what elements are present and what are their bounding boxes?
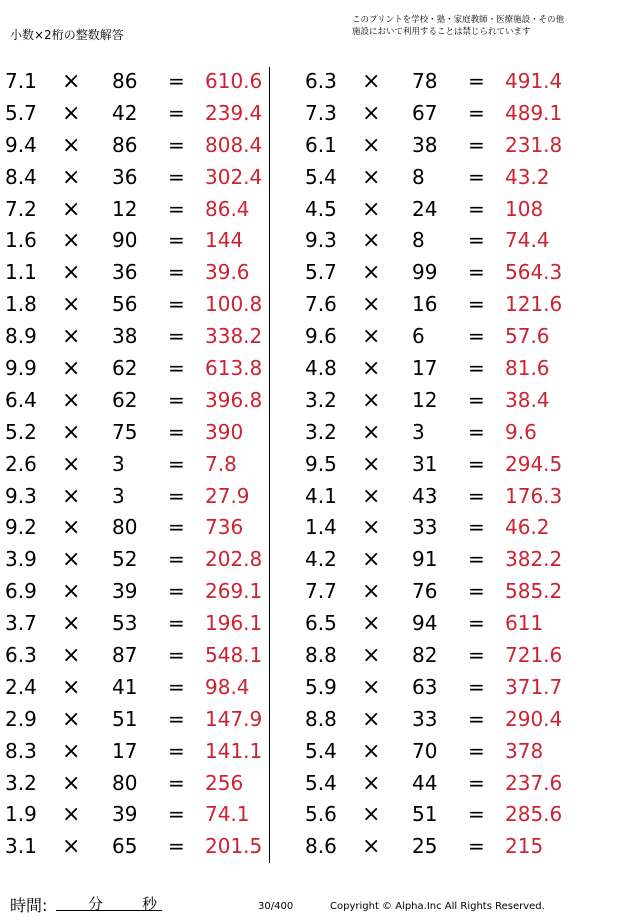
multiplier: 38 xyxy=(412,132,438,157)
multiplicand: 1.9 xyxy=(5,802,37,827)
multiplicand: 1.6 xyxy=(5,228,37,253)
multiplier: 65 xyxy=(112,834,138,859)
equals-sign: = xyxy=(468,674,485,699)
equals-sign: = xyxy=(168,483,185,508)
multiplicand: 6.4 xyxy=(5,387,37,412)
multiplicand: 3.7 xyxy=(5,611,37,636)
times-sign: × xyxy=(362,834,381,860)
equals-sign: = xyxy=(468,770,485,795)
copyright-notice: Copyright © Alpha.Inc All Rights Reserved. xyxy=(330,901,545,912)
answer: 39.6 xyxy=(205,260,250,285)
multiplicand: 9.6 xyxy=(305,324,337,349)
answer: 196.1 xyxy=(205,611,263,636)
equals-sign: = xyxy=(468,260,485,285)
multiplier: 36 xyxy=(112,164,138,189)
multiplier: 51 xyxy=(412,802,438,827)
multiplicand: 1.1 xyxy=(5,260,37,285)
multiplier: 78 xyxy=(412,69,438,93)
multiplier: 62 xyxy=(112,387,138,412)
equals-sign: = xyxy=(168,419,185,444)
answer: 121.6 xyxy=(505,292,563,317)
notice-line-2: 施設において利用することは禁じられています xyxy=(352,27,531,37)
multiplier: 94 xyxy=(412,611,438,636)
times-sign: × xyxy=(62,292,81,318)
answer: 585.2 xyxy=(505,579,563,604)
answer: 294.5 xyxy=(505,451,563,476)
times-sign: × xyxy=(362,419,381,445)
equals-sign: = xyxy=(168,292,185,317)
answer: 7.8 xyxy=(205,451,237,476)
page-number: 30/400 xyxy=(258,901,294,912)
multiplier: 17 xyxy=(112,738,138,763)
times-sign: × xyxy=(62,674,81,700)
multiplier: 86 xyxy=(112,69,138,93)
equals-sign: = xyxy=(168,132,185,157)
answer: 201.5 xyxy=(205,834,263,859)
times-sign: × xyxy=(62,132,81,158)
answer: 237.6 xyxy=(505,770,563,795)
answer: 721.6 xyxy=(505,643,563,668)
equals-sign: = xyxy=(168,643,185,668)
equals-sign: = xyxy=(168,834,185,859)
multiplicand: 7.1 xyxy=(5,69,37,93)
answer: 100.8 xyxy=(205,292,263,317)
multiplicand: 6.1 xyxy=(305,132,337,157)
times-sign: × xyxy=(62,228,81,254)
times-sign: × xyxy=(362,770,381,796)
multiplicand: 5.4 xyxy=(305,738,337,763)
multiplier: 3 xyxy=(112,451,125,476)
times-sign: × xyxy=(362,164,381,190)
seconds-label: 秒 xyxy=(142,895,158,913)
multiplier: 8 xyxy=(412,228,425,253)
answer: 489.1 xyxy=(505,100,563,125)
answer: 378 xyxy=(505,738,544,763)
times-sign: × xyxy=(62,69,81,94)
page-title: 小数×2桁の整数解答 xyxy=(10,28,124,42)
times-sign: × xyxy=(62,356,81,382)
multiplicand: 5.6 xyxy=(305,802,337,827)
equals-sign: = xyxy=(468,706,485,731)
times-sign: × xyxy=(362,579,381,605)
multiplicand: 6.9 xyxy=(5,579,37,604)
multiplicand: 5.9 xyxy=(305,674,337,699)
multiplier: 16 xyxy=(412,292,438,317)
equals-sign: = xyxy=(468,834,485,859)
multiplicand: 9.2 xyxy=(5,515,37,540)
equals-sign: = xyxy=(168,579,185,604)
answer: 147.9 xyxy=(205,706,263,731)
answer: 290.4 xyxy=(505,706,563,731)
times-sign: × xyxy=(62,419,81,445)
equals-sign: = xyxy=(168,387,185,412)
minutes-label: 分 xyxy=(88,895,104,913)
multiplier: 86 xyxy=(112,132,138,157)
times-sign: × xyxy=(62,770,81,796)
multiplier: 33 xyxy=(412,515,438,540)
times-sign: × xyxy=(62,387,81,413)
times-sign: × xyxy=(62,164,81,190)
multiplicand: 2.6 xyxy=(5,451,37,476)
equals-sign: = xyxy=(168,706,185,731)
answer: 74.4 xyxy=(505,228,550,253)
multiplier: 38 xyxy=(112,324,138,349)
multiplier: 70 xyxy=(412,738,438,763)
equals-sign: = xyxy=(468,611,485,636)
equals-sign: = xyxy=(468,483,485,508)
times-sign: × xyxy=(362,69,381,94)
times-sign: × xyxy=(362,643,381,669)
multiplicand: 5.7 xyxy=(305,260,337,285)
multiplier: 75 xyxy=(112,419,138,444)
answer: 38.4 xyxy=(505,387,550,412)
equals-sign: = xyxy=(468,643,485,668)
multiplier: 36 xyxy=(112,260,138,285)
multiplier: 39 xyxy=(112,802,138,827)
equals-sign: = xyxy=(468,547,485,572)
multiplicand: 8.6 xyxy=(305,834,337,859)
multiplicand: 4.8 xyxy=(305,356,337,381)
equals-sign: = xyxy=(168,164,185,189)
answer: 610.6 xyxy=(205,69,263,93)
multiplicand: 4.1 xyxy=(305,483,337,508)
multiplier: 42 xyxy=(112,100,138,125)
equals-sign: = xyxy=(168,451,185,476)
times-sign: × xyxy=(362,706,381,732)
multiplicand: 4.5 xyxy=(305,196,337,221)
multiplicand: 7.6 xyxy=(305,292,337,317)
equals-sign: = xyxy=(468,132,485,157)
times-sign: × xyxy=(362,515,381,541)
usage-notice xyxy=(352,14,612,38)
multiplier: 8 xyxy=(412,164,425,189)
times-sign: × xyxy=(62,324,81,350)
equals-sign: = xyxy=(168,547,185,572)
multiplier: 25 xyxy=(412,834,438,859)
multiplicand: 8.9 xyxy=(5,324,37,349)
multiplier: 87 xyxy=(112,643,138,668)
multiplier: 3 xyxy=(112,483,125,508)
equals-sign: = xyxy=(468,738,485,763)
multiplier: 63 xyxy=(412,674,438,699)
multiplicand: 5.7 xyxy=(5,100,37,125)
times-sign: × xyxy=(62,515,81,541)
answer: 611 xyxy=(505,611,544,636)
times-sign: × xyxy=(362,228,381,254)
answer: 144 xyxy=(205,228,244,253)
times-sign: × xyxy=(362,451,381,477)
equals-sign: = xyxy=(468,69,485,93)
times-sign: × xyxy=(362,324,381,350)
answer: 564.3 xyxy=(505,260,563,285)
multiplier: 76 xyxy=(412,579,438,604)
multiplicand: 7.2 xyxy=(5,196,37,221)
multiplier: 99 xyxy=(412,260,438,285)
answer: 491.4 xyxy=(505,69,563,93)
multiplier: 41 xyxy=(112,674,138,699)
multiplier: 56 xyxy=(112,292,138,317)
column-divider xyxy=(269,67,270,863)
times-sign: × xyxy=(362,387,381,413)
equals-sign: = xyxy=(168,738,185,763)
answer: 46.2 xyxy=(505,515,550,540)
answer: 548.1 xyxy=(205,643,263,668)
multiplicand: 3.2 xyxy=(5,770,37,795)
multiplicand: 8.3 xyxy=(5,738,37,763)
equals-sign: = xyxy=(168,196,185,221)
times-sign: × xyxy=(62,643,81,669)
times-sign: × xyxy=(362,260,381,286)
equals-sign: = xyxy=(468,324,485,349)
times-sign: × xyxy=(62,706,81,732)
answer: 9.6 xyxy=(505,419,537,444)
multiplicand: 8.8 xyxy=(305,706,337,731)
multiplicand: 9.5 xyxy=(305,451,337,476)
equals-sign: = xyxy=(168,515,185,540)
multiplicand: 3.1 xyxy=(5,834,37,859)
multiplicand: 1.4 xyxy=(305,515,337,540)
times-sign: × xyxy=(362,100,381,126)
equals-sign: = xyxy=(468,387,485,412)
answer: 86.4 xyxy=(205,196,250,221)
multiplier: 80 xyxy=(112,770,138,795)
multiplicand: 8.8 xyxy=(305,643,337,668)
times-sign: × xyxy=(62,834,81,860)
equals-sign: = xyxy=(468,228,485,253)
times-sign: × xyxy=(362,738,381,764)
multiplier: 90 xyxy=(112,228,138,253)
times-sign: × xyxy=(362,674,381,700)
answer: 74.1 xyxy=(205,802,250,827)
multiplicand: 5.4 xyxy=(305,770,337,795)
multiplier: 43 xyxy=(412,483,438,508)
answer: 396.8 xyxy=(205,387,263,412)
multiplicand: 3.2 xyxy=(305,419,337,444)
answer: 98.4 xyxy=(205,674,250,699)
multiplicand: 3.2 xyxy=(305,387,337,412)
multiplicand: 7.3 xyxy=(305,100,337,125)
multiplier: 3 xyxy=(412,419,425,444)
answer: 269.1 xyxy=(205,579,263,604)
multiplier: 52 xyxy=(112,547,138,572)
times-sign: × xyxy=(362,292,381,318)
equals-sign: = xyxy=(468,451,485,476)
multiplier: 80 xyxy=(112,515,138,540)
answer: 390 xyxy=(205,419,244,444)
answer: 141.1 xyxy=(205,738,263,763)
times-sign: × xyxy=(62,196,81,222)
times-sign: × xyxy=(62,579,81,605)
equals-sign: = xyxy=(168,770,185,795)
multiplicand: 3.9 xyxy=(5,547,37,572)
multiplier: 62 xyxy=(112,356,138,381)
times-sign: × xyxy=(62,611,81,637)
answer: 371.7 xyxy=(505,674,563,699)
answer: 215 xyxy=(505,834,544,859)
times-sign: × xyxy=(362,802,381,828)
multiplier: 44 xyxy=(412,770,438,795)
multiplier: 82 xyxy=(412,643,438,668)
multiplicand: 7.7 xyxy=(305,579,337,604)
multiplier: 17 xyxy=(412,356,438,381)
times-sign: × xyxy=(62,802,81,828)
equals-sign: = xyxy=(468,164,485,189)
equals-sign: = xyxy=(468,356,485,381)
multiplicand: 5.4 xyxy=(305,164,337,189)
multiplier: 91 xyxy=(412,547,438,572)
multiplier: 53 xyxy=(112,611,138,636)
multiplicand: 1.8 xyxy=(5,292,37,317)
times-sign: × xyxy=(62,100,81,126)
equals-sign: = xyxy=(168,611,185,636)
multiplier: 39 xyxy=(112,579,138,604)
answer: 57.6 xyxy=(505,324,550,349)
multiplicand: 8.4 xyxy=(5,164,37,189)
times-sign: × xyxy=(362,356,381,382)
answer: 285.6 xyxy=(505,802,563,827)
times-sign: × xyxy=(362,132,381,158)
multiplier: 12 xyxy=(412,387,438,412)
times-sign: × xyxy=(362,547,381,573)
multiplicand: 9.9 xyxy=(5,356,37,381)
equals-sign: = xyxy=(168,674,185,699)
times-sign: × xyxy=(62,547,81,573)
answer: 27.9 xyxy=(205,483,250,508)
answer: 808.4 xyxy=(205,132,263,157)
multiplicand: 5.2 xyxy=(5,419,37,444)
multiplier: 67 xyxy=(412,100,438,125)
times-sign: × xyxy=(62,451,81,477)
multiplicand: 2.4 xyxy=(5,674,37,699)
equals-sign: = xyxy=(468,419,485,444)
multiplicand: 4.2 xyxy=(305,547,337,572)
equals-sign: = xyxy=(468,100,485,125)
answer: 43.2 xyxy=(505,164,550,189)
multiplier: 6 xyxy=(412,324,425,349)
multiplier: 33 xyxy=(412,706,438,731)
equals-sign: = xyxy=(468,579,485,604)
answer: 239.4 xyxy=(205,100,263,125)
answer: 736 xyxy=(205,515,244,540)
answer: 382.2 xyxy=(505,547,563,572)
times-sign: × xyxy=(362,196,381,222)
answer: 613.8 xyxy=(205,356,263,381)
equals-sign: = xyxy=(168,324,185,349)
equals-sign: = xyxy=(468,515,485,540)
answer: 176.3 xyxy=(505,483,563,508)
multiplicand: 9.4 xyxy=(5,132,37,157)
equals-sign: = xyxy=(168,100,185,125)
multiplier: 24 xyxy=(412,196,438,221)
equals-sign: = xyxy=(468,196,485,221)
answer: 338.2 xyxy=(205,324,263,349)
answer: 256 xyxy=(205,770,244,795)
equals-sign: = xyxy=(468,802,485,827)
multiplier: 51 xyxy=(112,706,138,731)
times-sign: × xyxy=(362,483,381,509)
multiplicand: 6.3 xyxy=(5,643,37,668)
answer: 231.8 xyxy=(505,132,563,157)
answer: 81.6 xyxy=(505,356,550,381)
multiplicand: 6.5 xyxy=(305,611,337,636)
equals-sign: = xyxy=(168,802,185,827)
equals-sign: = xyxy=(468,292,485,317)
answer: 202.8 xyxy=(205,547,263,572)
times-sign: × xyxy=(362,611,381,637)
multiplier: 31 xyxy=(412,451,438,476)
equals-sign: = xyxy=(168,356,185,381)
times-sign: × xyxy=(62,260,81,286)
equals-sign: = xyxy=(168,228,185,253)
times-sign: × xyxy=(62,483,81,509)
time-label: 時間: xyxy=(10,896,48,915)
answer: 108 xyxy=(505,196,544,221)
equals-sign: = xyxy=(168,69,185,93)
multiplicand: 6.3 xyxy=(305,69,337,93)
multiplicand: 2.9 xyxy=(5,706,37,731)
multiplicand: 9.3 xyxy=(305,228,337,253)
multiplier: 12 xyxy=(112,196,138,221)
notice-line-1: このプリントを学校・塾・家庭教師・医療施設・その他 xyxy=(352,15,565,25)
equals-sign: = xyxy=(168,260,185,285)
times-sign: × xyxy=(62,738,81,764)
multiplicand: 9.3 xyxy=(5,483,37,508)
answer: 302.4 xyxy=(205,164,263,189)
